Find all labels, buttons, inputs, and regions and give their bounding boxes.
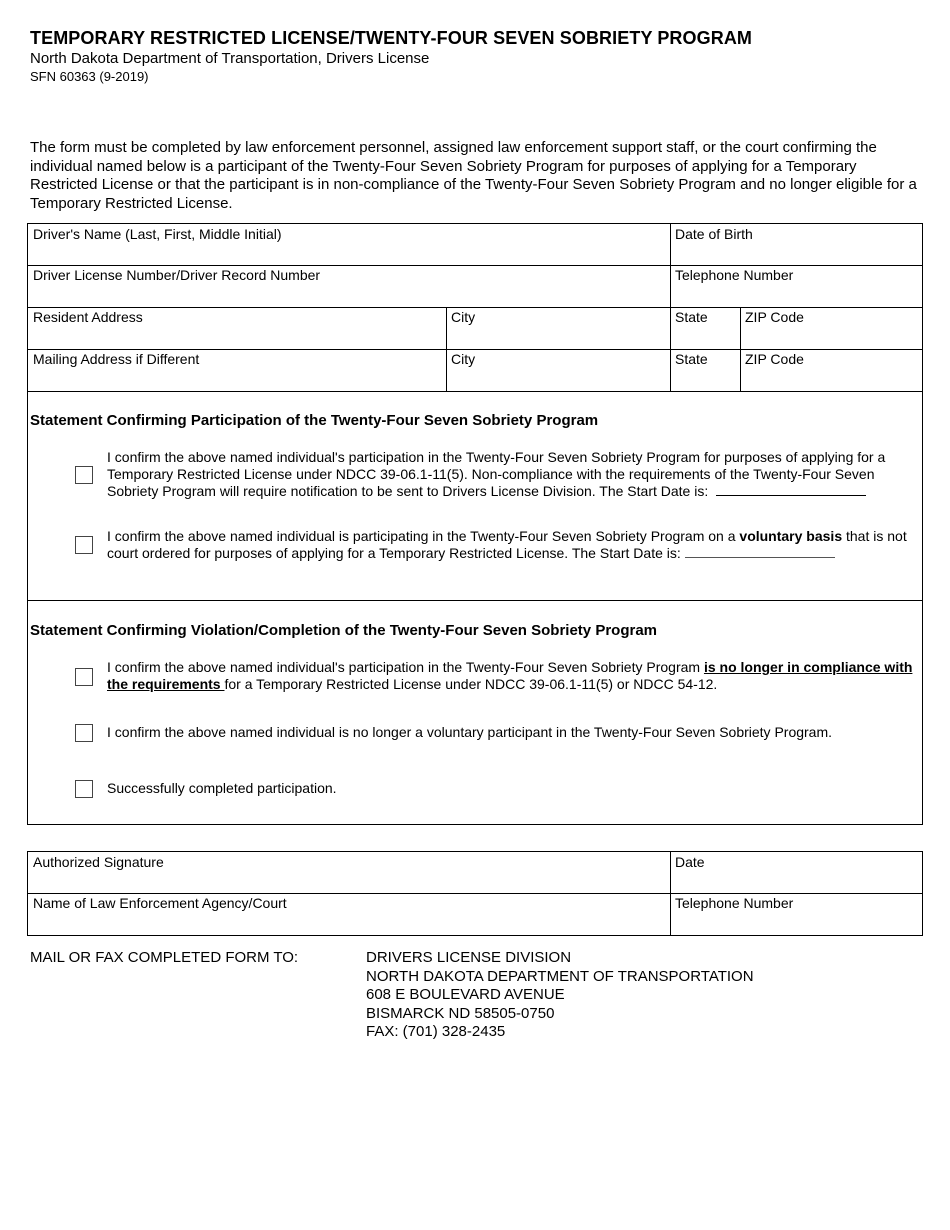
voluntary-checkbox[interactable] xyxy=(75,536,93,554)
date-of-birth-label: Date of Birth xyxy=(675,226,753,242)
driver-telephone-label: Telephone Number xyxy=(675,267,794,283)
completed-statement: Successfully completed participation. xyxy=(107,780,337,796)
resident-address-field[interactable] xyxy=(27,307,447,350)
agency-telephone-field[interactable] xyxy=(670,893,923,936)
signature-date-label: Date xyxy=(675,854,705,870)
mailing-zip-field[interactable] xyxy=(740,349,923,392)
form-number: SFN 60363 (9-2019) xyxy=(30,69,149,84)
participation-checkbox[interactable] xyxy=(75,466,93,484)
noncompliance-checkbox[interactable] xyxy=(75,668,93,686)
completed-checkbox[interactable] xyxy=(75,780,93,798)
resident-address-label: Resident Address xyxy=(33,309,143,325)
noncompliance-statement xyxy=(107,659,917,693)
mail-label: MAIL OR FAX COMPLETED FORM TO: xyxy=(30,949,299,966)
mail-address-line: FAX: (701) 328-2435 xyxy=(366,1023,506,1041)
resident-state-field[interactable] xyxy=(670,307,741,350)
resident-city-field[interactable] xyxy=(446,307,671,350)
voluntary-ended-checkbox[interactable] xyxy=(75,724,93,742)
mail-address xyxy=(366,949,754,1042)
participation-statement xyxy=(107,449,917,500)
participation-text: I confirm the above named individual's participation in the Twenty-Four Seven Sobriety Program for purposes of applying for a Temporary Restricted License under NDCC 39-06.1-11(5). Non-compliance with the requirements of the Twenty-Four Seven Sobriety Program will require notification to be sent to Drivers License Division. xyxy=(107,449,886,499)
date-of-birth-field[interactable] xyxy=(670,223,923,266)
drivers-name-field[interactable] xyxy=(27,223,671,266)
noncompliance-text-pre: I confirm the above named individual's participation in the Twenty-Four Seven Sobriety Program xyxy=(107,659,704,675)
voluntary-start-date-field[interactable] xyxy=(685,545,835,558)
mail-address-line: BISMARCK ND 58505-0750 xyxy=(366,1004,555,1022)
voluntary-statement xyxy=(107,528,917,562)
mailing-address-field[interactable] xyxy=(27,349,447,392)
agency-court-label: Name of Law Enforcement Agency/Court xyxy=(33,895,287,911)
voluntary-basis-emphasis: voluntary basis xyxy=(739,528,843,544)
voluntary-text-pre: I confirm the above named individual is participating in the Twenty-Four Seven Sobriety Program on a xyxy=(107,528,740,544)
agency-telephone-label: Telephone Number xyxy=(675,895,794,911)
noncompliance-emphasis: is no longer in compliance with the requirements xyxy=(107,659,913,692)
driver-telephone-field[interactable] xyxy=(670,265,923,308)
authorized-signature-label: Authorized Signature xyxy=(33,854,164,870)
resident-zip-field[interactable] xyxy=(740,307,923,350)
drivers-name-label: Driver's Name (Last, First, Middle Initial) xyxy=(33,226,282,242)
participation-section xyxy=(27,391,923,601)
license-number-field[interactable] xyxy=(27,265,671,308)
form-title: TEMPORARY RESTRICTED LICENSE/TWENTY-FOUR SEVEN SOBRIETY PROGRAM xyxy=(30,28,753,48)
voluntary-ended-statement: I confirm the above named individual is no longer a voluntary participant in the Twenty-Four Seven Sobriety Program. xyxy=(107,724,833,740)
resident-city-label: City xyxy=(451,309,476,325)
mailing-state-field[interactable] xyxy=(670,349,741,392)
mailing-zip-label: ZIP Code xyxy=(745,351,804,367)
intro-paragraph: The form must be completed by law enforcement personnel, assigned law enforcement support staff, or the court confirming the individual named below is a participant of the Twenty-Four Seven Sobriety Program for purposes of applying for a Temporary Restricted License or that the participant is in non-compliance of the Twenty-Four Seven Sobriety Program and no longer eligible for a Temporary Restricted License. xyxy=(30,139,917,212)
mailing-state-label: State xyxy=(675,351,708,367)
voluntary-text-post: that is not court ordered for purposes of applying for a Temporary Restricted License. xyxy=(107,528,907,561)
mail-address-line: NORTH DAKOTA DEPARTMENT OF TRANSPORTATION xyxy=(366,967,754,985)
participation-start-label: The Start Date is: xyxy=(595,483,713,499)
resident-zip-label: ZIP Code xyxy=(745,309,804,325)
violation-section xyxy=(27,601,923,825)
mail-address-line: 608 E BOULEVARD AVENUE xyxy=(366,986,565,1004)
voluntary-start-label: The Start Date is: xyxy=(568,545,685,561)
license-number-label: Driver License Number/Driver Record Number xyxy=(33,267,321,283)
signature-date-field[interactable] xyxy=(670,851,923,894)
mailing-address-label: Mailing Address if Different xyxy=(33,351,200,367)
mailing-city-label: City xyxy=(451,351,476,367)
participation-heading: Statement Confirming Participation of the Twenty-Four Seven Sobriety Program xyxy=(30,412,599,429)
agency-name: North Dakota Department of Transportation, Drivers License xyxy=(30,50,430,67)
resident-state-label: State xyxy=(675,309,708,325)
noncompliance-text-post: for a Temporary Restricted License under NDCC 39-06.1-11(5) or NDCC 54-12. xyxy=(224,676,718,692)
violation-heading: Statement Confirming Violation/Completion of the Twenty-Four Seven Sobriety Program xyxy=(30,622,657,639)
mailing-city-field[interactable] xyxy=(446,349,671,392)
agency-court-field[interactable] xyxy=(27,893,671,936)
participation-start-date-field[interactable] xyxy=(716,483,866,496)
mail-address-line: DRIVERS LICENSE DIVISION xyxy=(366,949,572,966)
authorized-signature-field[interactable] xyxy=(27,851,671,894)
